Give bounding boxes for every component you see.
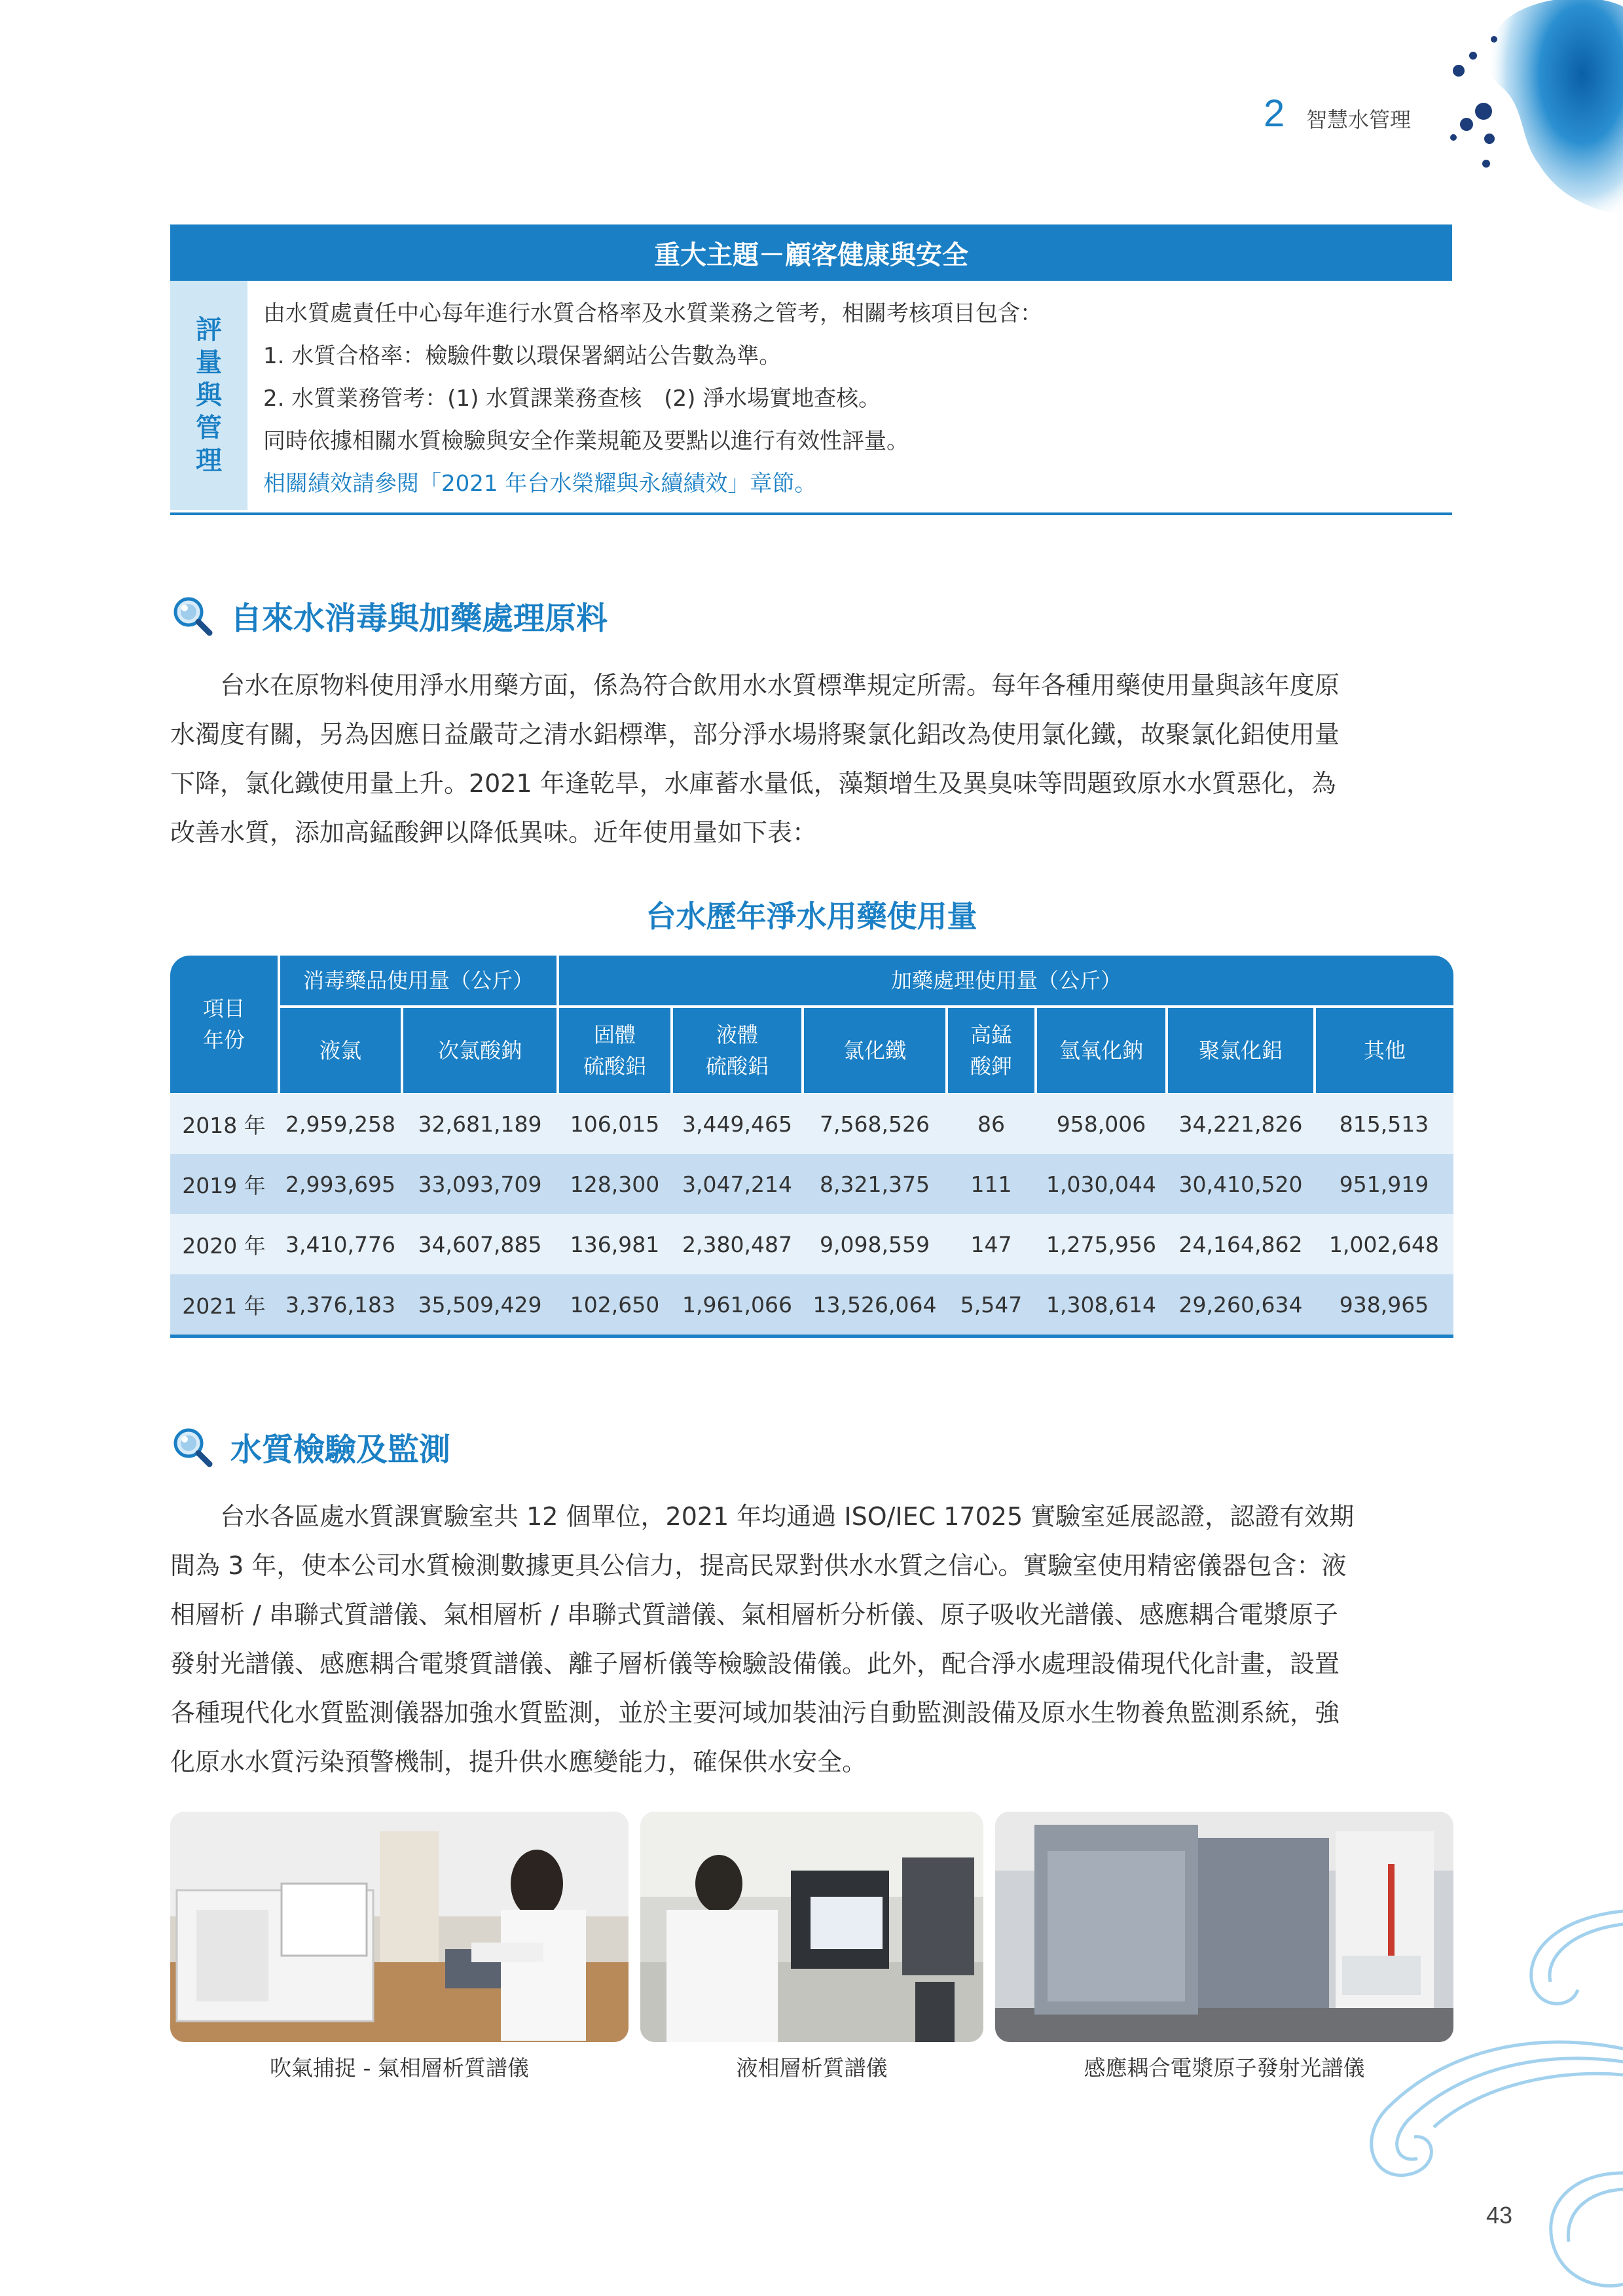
value-cell: 1,030,044 (1046, 1171, 1156, 1197)
value-cell: 136,981 (570, 1231, 660, 1257)
paragraph-line: 化原水水質污染預警機制，提升供水應變能力，確保供水安全。 (170, 1748, 867, 1776)
value-cell: 86 (977, 1111, 1005, 1137)
paragraph-line: 改善水質，添加高錳酸鉀以降低異味。近年使用量如下表： (170, 818, 818, 847)
value-cell: 102,650 (570, 1291, 660, 1318)
value-cell: 34,221,826 (1178, 1111, 1303, 1137)
value-cell: 7,568,526 (820, 1111, 930, 1137)
section-title: 水質檢驗及監測 (230, 1431, 451, 1468)
topic-line: 2. 水質業務管考：(1) 水質課業務查核 (2) 淨水場實地查核。 (263, 386, 881, 412)
table-title: 台水歷年淨水用藥使用量 (646, 899, 977, 934)
performance-reference-link[interactable]: 相關績效請參閱「2021 年台水榮耀與永續績效」章節。 (263, 471, 817, 497)
value-cell: 13,526,064 (812, 1291, 937, 1318)
page-number: 43 (1486, 2202, 1513, 2229)
corner-year-label: 年份 (202, 1028, 245, 1052)
topic-line: 同時依據相關水質檢驗與安全作業規範及要點以進行有效性評量。 (263, 428, 909, 454)
paragraph-line: 間為 3 年，使本公司水質檢測數據更具公信力，提高民眾對供水水質之信心。實驗室使用精密儀器包含：液 (170, 1551, 1347, 1580)
year-cell: 2021 年 (182, 1293, 266, 1319)
value-cell: 106,015 (570, 1111, 660, 1137)
column-header: 液體 硫酸鋁 (673, 1008, 801, 1093)
value-cell: 9,098,559 (820, 1231, 930, 1257)
value-cell: 5,547 (960, 1291, 1023, 1318)
magnifier-icon (172, 595, 213, 637)
paragraph-line: 台水在原物料使用淨水用藥方面，係為符合飲用水水質標準規定所需。每年各種用藥使用量與該年度原 (170, 671, 1340, 700)
column-header: 聚氯化鋁 (1168, 1008, 1313, 1093)
photo-caption: 感應耦合電漿原子發射光譜儀 (1084, 2055, 1365, 2081)
paragraph-line: 相層析 / 串聯式質譜儀、氣相層析 / 串聯式質譜儀、氣相層析分析儀、原子吸收光譜儀、感應耦合電漿原子 (170, 1600, 1338, 1629)
paragraph-line: 下降，氯化鐵使用量上升。2021 年逢乾旱，水庫蓄水量低，藻類增生及異臭味等問題致原水水質惡化，為 (170, 769, 1336, 798)
watercolor-decoration (1427, 0, 1623, 216)
value-cell: 111 (970, 1171, 1012, 1197)
table-corner-header (170, 956, 278, 1093)
value-cell: 3,376,183 (285, 1291, 395, 1318)
photo-icp-oes-lab (995, 1812, 1453, 2042)
value-cell: 938,965 (1339, 1291, 1429, 1318)
topic-box-body (263, 293, 1442, 505)
treatment-group-header: 加藥處理使用量（公斤） (559, 956, 1453, 1005)
value-cell: 24,164,862 (1178, 1231, 1303, 1257)
section-heading-water-testing (172, 1424, 450, 1469)
value-cell: 1,275,956 (1046, 1231, 1156, 1257)
column-header: 其他 (1316, 1008, 1453, 1093)
disinfection-group-header: 消毒藥品使用量（公斤） (280, 956, 556, 1005)
side-label-char: 量 (196, 348, 222, 378)
column-header: 氯化鐵 (804, 1008, 945, 1093)
value-cell: 8,321,375 (820, 1171, 930, 1197)
value-cell: 3,449,465 (682, 1111, 792, 1137)
chapter-number: 2 (1264, 92, 1285, 135)
magnifier-icon (172, 1426, 213, 1468)
value-cell: 951,919 (1339, 1171, 1429, 1197)
value-cell: 32,681,189 (418, 1111, 542, 1137)
value-cell: 35,509,429 (418, 1291, 542, 1318)
disinfection-paragraph (170, 661, 1453, 857)
table-row (170, 1274, 1453, 1335)
value-cell: 3,410,776 (285, 1231, 395, 1257)
year-cell: 2019 年 (182, 1172, 266, 1198)
value-cell: 128,300 (570, 1171, 660, 1197)
paragraph-line: 各種現代化水質監測儀器加強水質監測，並於主要河域加裝油污自動監測設備及原水生物養魚監測系統，強 (170, 1698, 1340, 1727)
section-heading-disinfection (172, 593, 608, 638)
value-cell: 3,047,214 (682, 1171, 792, 1197)
table-bottom-rule (170, 1335, 1453, 1338)
value-cell: 30,410,520 (1178, 1171, 1303, 1197)
chapter-title: 智慧水管理 (1306, 107, 1412, 132)
topic-box-side-label (170, 281, 247, 510)
side-label-char: 評 (196, 315, 222, 345)
topic-line: 1. 水質合格率：檢驗件數以環保署網站公告數為準。 (263, 343, 782, 369)
value-cell: 147 (970, 1231, 1012, 1257)
paragraph-line: 水濁度有關，另為因應日益嚴苛之清水鋁標準，部分淨水場將聚氯化鋁改為使用氯化鐵，故聚氯化鋁使用量 (170, 720, 1340, 749)
year-cell: 2018 年 (182, 1112, 266, 1138)
value-cell: 1,002,648 (1329, 1231, 1439, 1257)
section-title: 自來水消毒與加藥處理原料 (230, 600, 608, 637)
value-cell: 2,959,258 (285, 1111, 395, 1137)
paragraph-line: 發射光譜儀、感應耦合電漿質譜儀、離子層析儀等檢驗設備儀。此外，配合淨水處理設備現代化計畫，設置 (170, 1649, 1340, 1678)
table-row (170, 1154, 1453, 1214)
column-header: 次氯酸鈉 (403, 1008, 556, 1093)
column-header: 氫氧化鈉 (1037, 1008, 1165, 1093)
table-row (170, 1094, 1453, 1154)
photo-caption: 吹氣捕捉 - 氣相層析質譜儀 (270, 2055, 529, 2081)
column-header: 固體 硫酸鋁 (559, 1008, 670, 1093)
photo-lc-ms-lab (640, 1812, 983, 2042)
column-header: 液氯 (280, 1008, 401, 1093)
side-label-char: 管 (196, 413, 222, 443)
value-cell: 815,513 (1339, 1111, 1429, 1137)
paragraph-line: 台水各區處水質課實驗室共 12 個單位，2021 年均通過 ISO/IEC 17025 實驗室延展認證，認證有效期 (170, 1502, 1355, 1531)
side-label-char: 與 (196, 380, 222, 410)
value-cell: 958,006 (1056, 1111, 1146, 1137)
corner-item-label: 項目 (202, 996, 245, 1021)
value-cell: 2,380,487 (682, 1231, 792, 1257)
table-row (170, 1214, 1453, 1274)
value-cell: 34,607,885 (418, 1231, 542, 1257)
value-cell: 29,260,634 (1178, 1291, 1303, 1318)
water-testing-paragraph (170, 1492, 1453, 1787)
topic-line: 由水質處責任中心每年進行水質合格率及水質業務之管考，相關考核項目包含： (263, 300, 1042, 327)
photo-caption: 液相層析質譜儀 (736, 2055, 888, 2081)
topic-box-title: 重大主題－顧客健康與安全 (170, 224, 1452, 281)
value-cell: 1,308,614 (1046, 1291, 1156, 1318)
value-cell: 33,093,709 (418, 1171, 542, 1197)
year-cell: 2020 年 (182, 1232, 266, 1259)
photo-gc-ms-lab (170, 1812, 629, 2042)
side-label-char: 理 (196, 446, 222, 476)
value-cell: 1,961,066 (682, 1291, 792, 1318)
column-header: 高錳 酸鉀 (948, 1008, 1034, 1093)
material-topic-box (170, 224, 1452, 515)
value-cell: 2,993,695 (285, 1171, 395, 1197)
